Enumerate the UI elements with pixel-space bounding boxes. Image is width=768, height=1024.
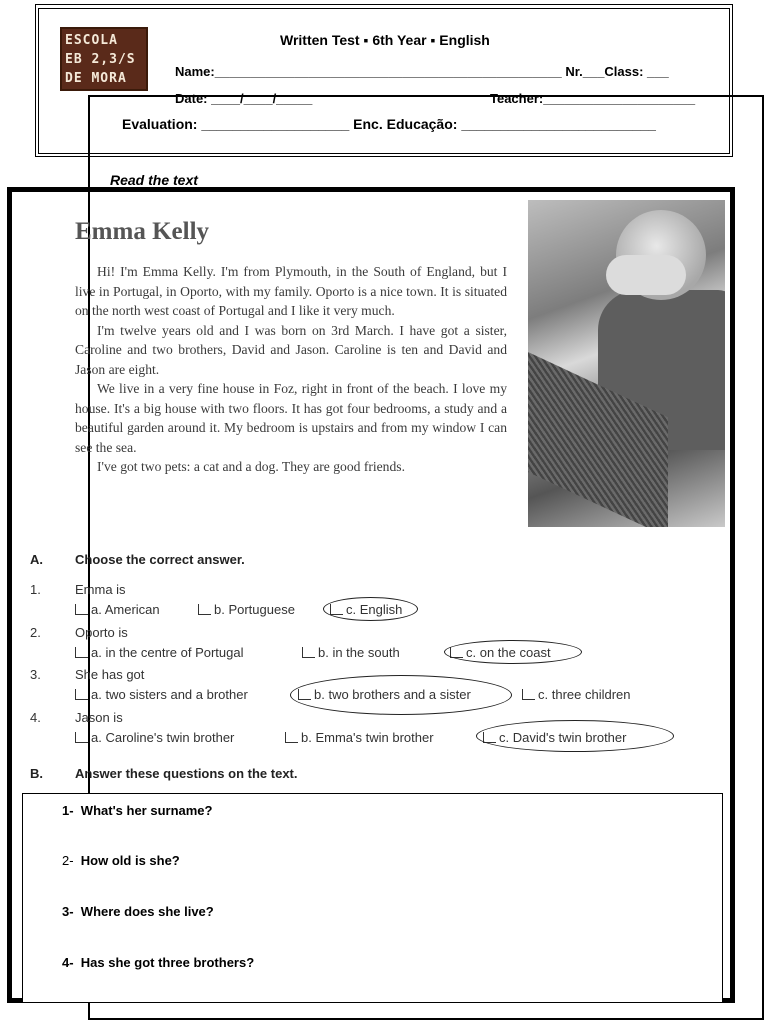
option-checkbox[interactable]: a. Caroline's twin brother [75, 730, 234, 745]
checkbox-icon[interactable] [75, 604, 88, 615]
article-paragraph: Hi! I'm Emma Kelly. I'm from Plymouth, in the South of England, but I live in Portugal, in Oporto, with my family. Oporto is a nice town. It is situated on the north west coast of Portugal and I like it very much. [75, 264, 507, 318]
option-checkbox[interactable]: b. Portuguese [198, 602, 295, 617]
section-b-heading: Answer these questions on the text. [75, 766, 298, 781]
option-checkbox-selected[interactable]: c. on the coast [450, 645, 551, 660]
checkbox-icon[interactable] [522, 689, 535, 700]
checkbox-icon[interactable] [285, 732, 298, 743]
section-a-heading: Choose the correct answer. [75, 552, 245, 567]
option-checkbox[interactable]: c. three children [522, 687, 631, 702]
answer-circle [323, 597, 418, 621]
option-checkbox[interactable]: a. American [75, 602, 160, 617]
checkbox-icon[interactable] [198, 604, 211, 615]
read-text-instruction: Read the text [110, 172, 198, 188]
item-stem: Jason is [75, 710, 123, 725]
question-item: 1- What's her surname? [62, 803, 213, 818]
questions-box [22, 793, 723, 1003]
logo-line: EB 2,3/S [65, 51, 136, 67]
date-field-line: Date: ____/____/_____ [175, 91, 313, 106]
checkbox-icon[interactable] [75, 689, 88, 700]
answer-circle [290, 675, 512, 715]
item-stem: She has got [75, 667, 145, 682]
test-title: Written Test ▪ 6th Year ▪ English [280, 32, 490, 48]
item-number: 3. [30, 667, 41, 682]
name-field-line: Name:________________________________________________ Nr.___Class: ___ [175, 64, 669, 79]
school-logo [60, 27, 148, 91]
answer-circle [476, 720, 674, 752]
option-checkbox-selected[interactable]: b. two brothers and a sister [298, 687, 471, 702]
option-checkbox-selected[interactable]: c. David's twin brother [483, 730, 626, 745]
item-number: 4. [30, 710, 41, 725]
item-number: 1. [30, 582, 41, 597]
question-item: 4- Has she got three brothers? [62, 955, 255, 970]
item-number: 2. [30, 625, 41, 640]
checkbox-icon[interactable] [302, 647, 315, 658]
option-checkbox-selected[interactable]: c. English [330, 602, 402, 617]
article-paragraph: We live in a very fine house in Foz, right in front of the beach. I love my house. It's a big house with two floors. It has got four bedrooms, a study and a beautiful garden around it. My bedroom is upstairs and from my window I can see the sea. [75, 381, 507, 455]
option-checkbox[interactable]: b. Emma's twin brother [285, 730, 434, 745]
article-body [75, 262, 507, 477]
section-a-letter: A. [30, 552, 43, 567]
section-b-letter: B. [30, 766, 43, 781]
option-checkbox[interactable]: a. in the centre of Portugal [75, 645, 243, 660]
checkbox-icon[interactable] [75, 647, 88, 658]
option-checkbox[interactable]: b. in the south [302, 645, 400, 660]
option-checkbox[interactable]: a. two sisters and a brother [75, 687, 248, 702]
article-paragraph: I'm twelve years old and I was born on 3rd March. I have got a sister, Caroline and two brothers, David and Jason. Caroline is ten and David and Jason are eight. [75, 322, 507, 377]
article-title: Emma Kelly [75, 218, 210, 245]
question-item: 2- How old is she? [62, 853, 180, 868]
evaluation-field-line: Evaluation: ___________________ Enc. Educação: _________________________ [122, 116, 656, 132]
article-paragraph: I've got two pets: a cat and a dog. They are good friends. [97, 459, 405, 474]
question-item: 3- Where does she live? [62, 904, 214, 919]
answer-circle [444, 640, 582, 664]
logo-line: ESCOLA [65, 32, 118, 48]
logo-line: DE MORA [65, 70, 127, 86]
checkbox-icon[interactable] [75, 732, 88, 743]
girl-with-laptop-photo [528, 200, 725, 527]
item-stem: Emma is [75, 582, 126, 597]
item-stem: Oporto is [75, 625, 128, 640]
teacher-field-line: Teacher:_____________________ [490, 91, 696, 106]
